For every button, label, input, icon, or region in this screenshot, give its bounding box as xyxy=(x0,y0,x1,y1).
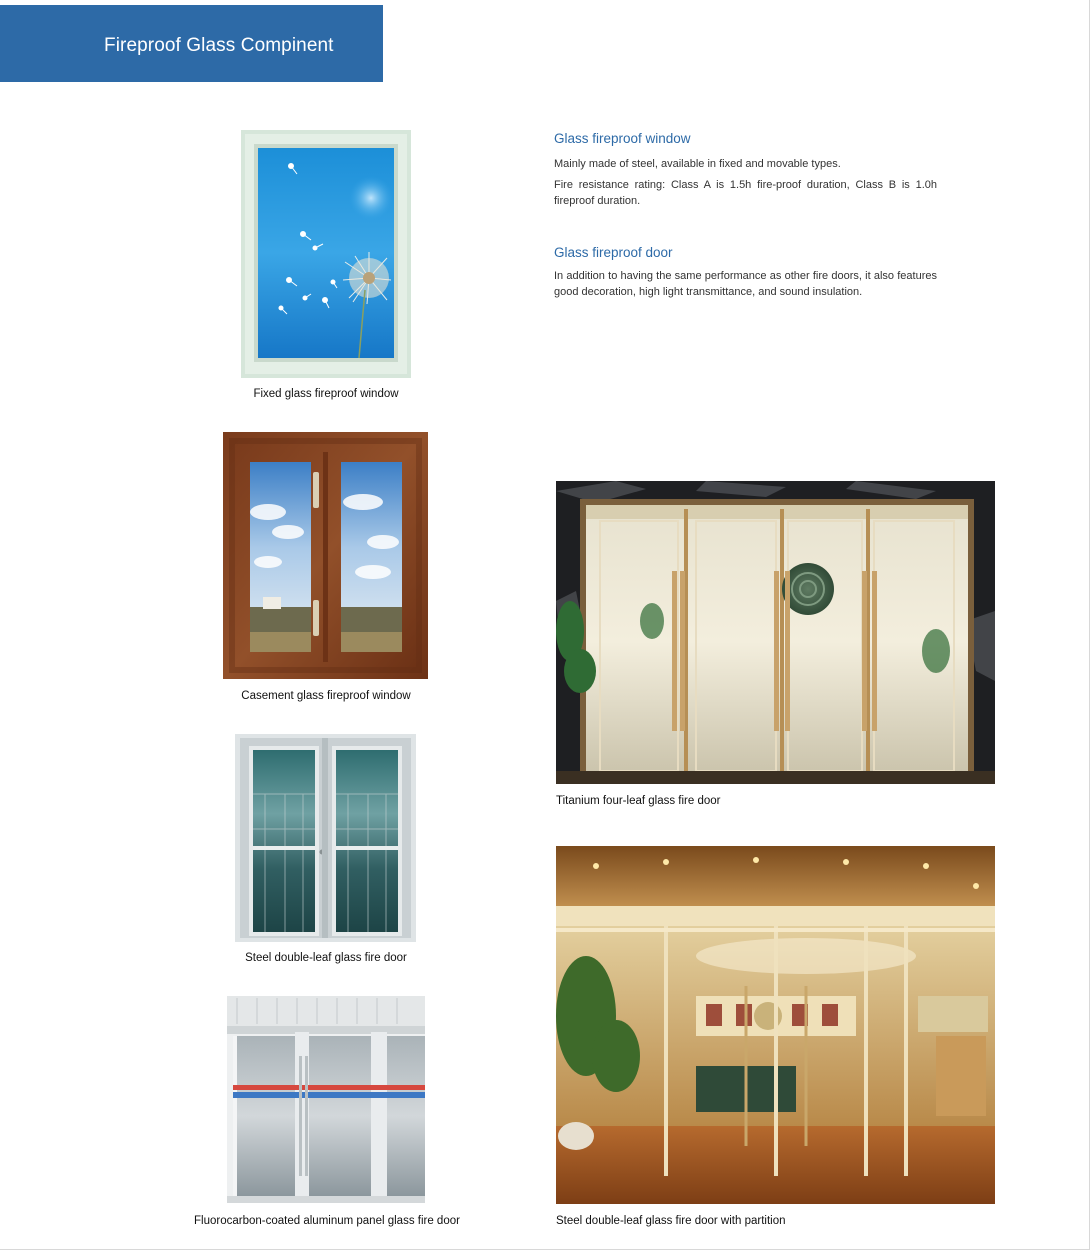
titanium-door-caption: Titanium four-leaf glass fire door xyxy=(556,795,721,807)
fixed-window-caption: Fixed glass fireproof window xyxy=(253,388,399,400)
fluorocarbon-door-caption: Fluorocarbon-coated aluminum panel glass fire door xyxy=(194,1215,460,1227)
steel-partition-photo xyxy=(556,846,995,1204)
titanium-door-photo xyxy=(556,481,995,784)
window-section-heading: Glass fireproof window xyxy=(554,131,691,146)
header-band xyxy=(0,5,383,82)
window-section-para-2: Fire resistance rating: Class A is 1.5h fire-proof duration, Class B is 1.0h fireproof duration. xyxy=(554,179,937,207)
fluorocarbon-door-photo xyxy=(227,996,425,1203)
steel-partition-caption: Steel double-leaf glass fire door with partition xyxy=(556,1215,786,1227)
fixed-window-photo xyxy=(241,130,411,378)
door-section-heading: Glass fireproof door xyxy=(554,245,673,260)
door-section-para-1: In addition to having the same performance as other fire doors, it also features good decoration, high light transmittance, and sound insulation. xyxy=(554,270,937,298)
casement-window-caption: Casement glass fireproof window xyxy=(241,690,411,702)
steel-double-leaf-photo xyxy=(235,734,416,942)
page-title: Fireproof Glass Compinent xyxy=(104,35,334,56)
steel-double-leaf-caption: Steel double-leaf glass fire door xyxy=(245,952,407,964)
casement-window-photo xyxy=(223,432,428,679)
window-section-para-1: Mainly made of steel, available in fixed and movable types. xyxy=(554,158,841,170)
